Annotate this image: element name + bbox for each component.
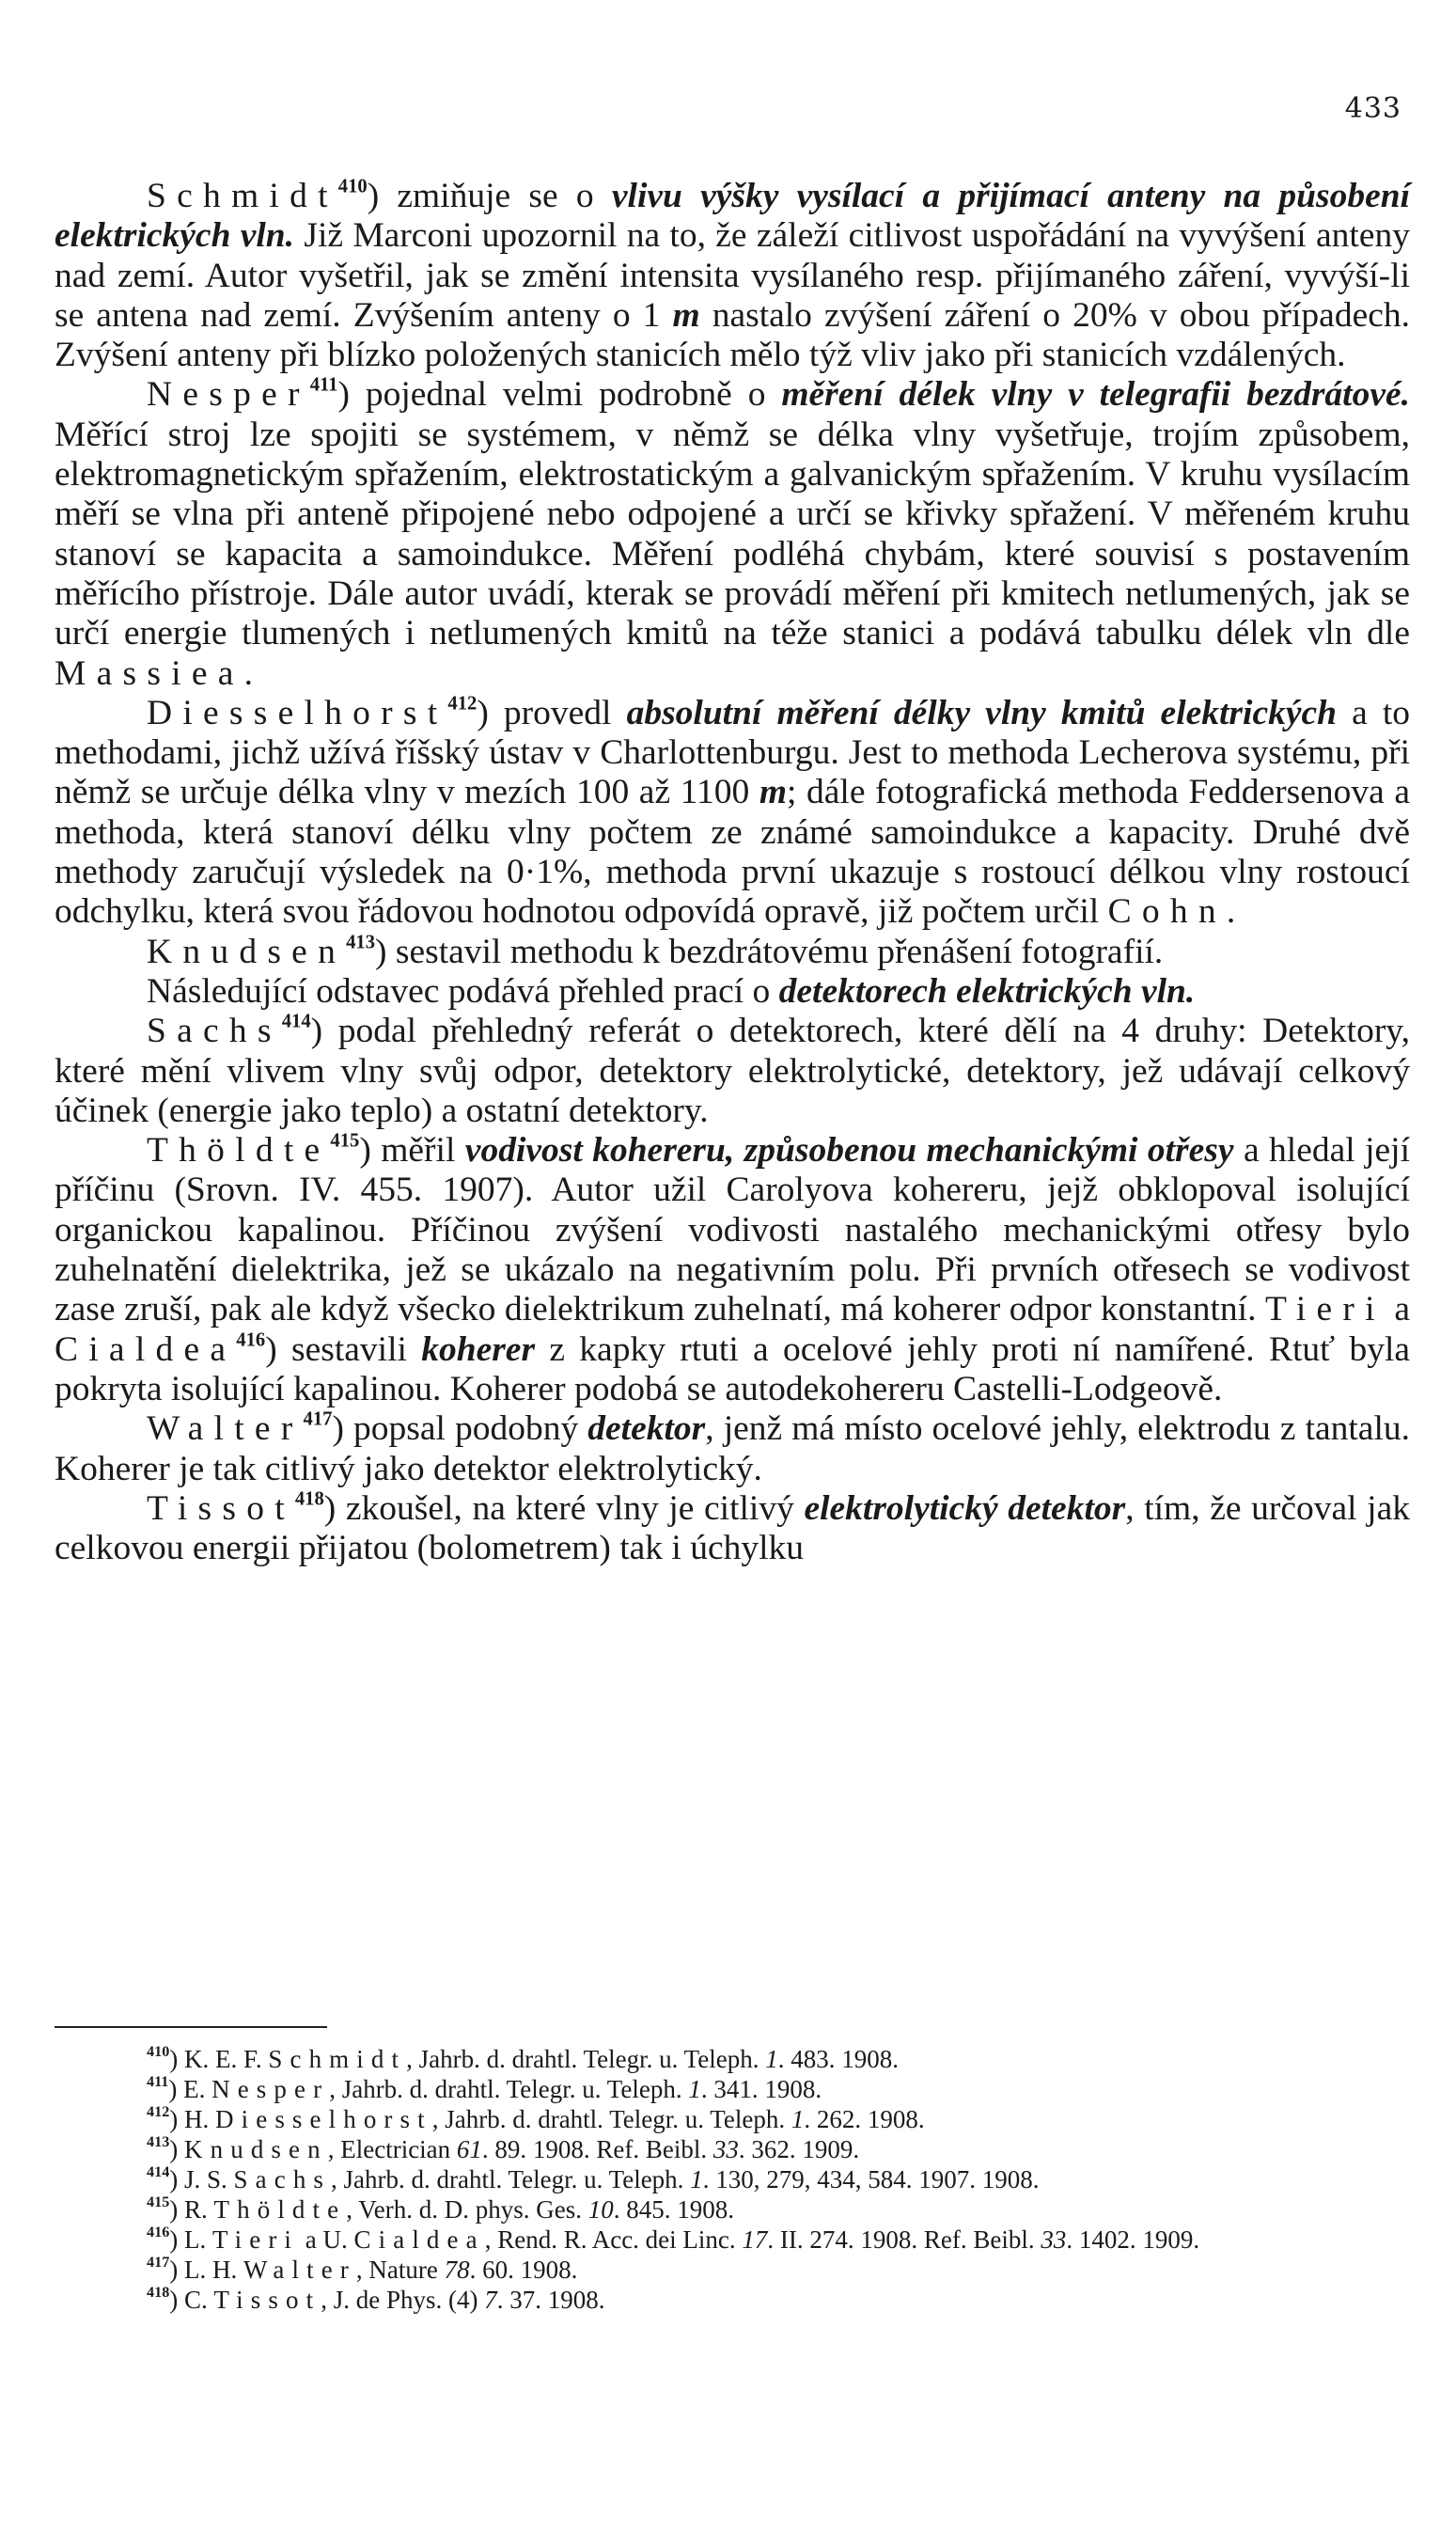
author-name: Tissot xyxy=(213,2286,321,2314)
text-run: , jenž má místo ocelové jehly, elektrodu z tantalu. Koherer je tak citlivý jako detektor elektrolytický. xyxy=(55,1409,1410,1488)
emphasis-text: 1 xyxy=(765,2045,778,2073)
footnote-ref: 410 xyxy=(147,2042,170,2060)
author-name: Tieri xyxy=(212,2225,300,2254)
emphasis-text: detektor xyxy=(587,1409,706,1449)
text-run: , Jahrb. d. drahtl. Telegr. u. Teleph. xyxy=(431,2105,791,2133)
text-run: a xyxy=(1385,1290,1410,1329)
emphasis-text: detektorech elektrických vln. xyxy=(778,971,1196,1011)
author-name: Cialdea xyxy=(353,2225,485,2254)
author-name: Sachs xyxy=(147,1012,282,1051)
text-run: a U. xyxy=(299,2225,354,2254)
footnote-ref: 418 xyxy=(147,2283,170,2301)
text-run: ) C. xyxy=(169,2286,214,2314)
author-name: Diesselhorst xyxy=(147,693,448,732)
text-run: z kapky rtuti a ocelové jehly proti ní namířené. Rtuť byla pokryta isolující kapalinou. Koherer podobá se autodekohereru Castelli-Lodgeově. xyxy=(55,1329,1411,1408)
text-run: , J. de Phys. (4) xyxy=(321,2286,485,2314)
text-run: . 845. 1908. xyxy=(613,2195,734,2224)
text-run: . 89. 1908. Ref. Beibl. xyxy=(481,2135,713,2163)
text-run: . 341. 1908. xyxy=(700,2075,822,2103)
author-name: Knudsen xyxy=(184,2135,328,2163)
footnotes xyxy=(55,2044,1410,2315)
footnote-411 xyxy=(55,2074,1410,2104)
footnote-ref: 416 xyxy=(236,1329,266,1351)
text-run: . 60. 1908. xyxy=(469,2256,578,2284)
paragraph-p9 xyxy=(55,1489,1410,1569)
footnote-413 xyxy=(55,2134,1410,2164)
emphasis-text: 61 xyxy=(456,2135,482,2163)
text-run: , tím, že určoval jak celkovou energii přijatou (bolometrem) tak i úchylku xyxy=(55,1488,1410,1568)
text-run: ) sestavil methodu k bezdrátovému přenášení fotografií. xyxy=(375,932,1164,971)
emphasis-text: elektrolytický detektor xyxy=(804,1488,1126,1528)
text-run: . 262. 1908. xyxy=(804,2105,925,2133)
text-run: ) pojednal velmi podrobně o xyxy=(337,375,782,415)
paragraph-p8 xyxy=(55,1409,1410,1489)
footnote-417 xyxy=(55,2255,1410,2285)
author-name: Cialdea xyxy=(55,1329,237,1369)
text-run: , Nature xyxy=(355,2256,445,2284)
text-run: . 362. 1909. xyxy=(738,2135,860,2163)
author-name: Diesselhorst xyxy=(215,2105,432,2133)
text-run: nastalo zvýšení záření o 20% v obou případech. Zvýšení anteny při blízko položených stanicích mělo týž vliv jako při stanicích vzdálených. xyxy=(55,295,1410,375)
emphasis-text: měření délek vlny v telegrafii bezdrátové. xyxy=(781,375,1410,415)
body-text xyxy=(55,177,1410,1568)
author-name: Sachs xyxy=(233,2165,332,2193)
text-run: ) sestavili xyxy=(265,1329,422,1369)
text-run: . xyxy=(1226,892,1236,932)
footnote-412 xyxy=(55,2104,1410,2134)
text-run: . xyxy=(243,653,254,693)
author-name: Massiea xyxy=(55,653,244,693)
footnote-415 xyxy=(55,2194,1410,2225)
text-run: ) J. S. xyxy=(169,2165,234,2193)
text-run: . 130, 279, 434, 584. 1907. 1908. xyxy=(702,2165,1040,2193)
text-run: . 37. 1908. xyxy=(496,2286,605,2314)
author-name: Walter xyxy=(243,2256,356,2284)
paragraph-p5 xyxy=(55,972,1410,1012)
footnote-418 xyxy=(55,2285,1410,2315)
text-run: ) zmiňuje se o xyxy=(367,177,612,215)
footnote-divider xyxy=(55,2026,327,2028)
author-name: Nesper xyxy=(147,375,310,415)
author-name: Schmidt xyxy=(147,177,338,215)
emphasis-text: koherer xyxy=(421,1329,536,1369)
footnote-ref: 415 xyxy=(330,1130,360,1152)
text-run: ) měřil xyxy=(359,1131,465,1171)
author-name: Thöldte xyxy=(147,1131,331,1171)
footnote-ref: 418 xyxy=(294,1488,324,1510)
text-run: ) popsal podobný xyxy=(332,1409,588,1449)
emphasis-text: vlivu výšky vysílací a přijímací anteny na působení elektrických vln. xyxy=(55,177,1410,256)
emphasis-text: 33 xyxy=(712,2135,739,2163)
emphasis-text: m xyxy=(672,295,700,335)
author-name: Walter xyxy=(147,1409,304,1449)
paragraph-p4 xyxy=(55,933,1410,972)
text-run: ) provedl xyxy=(477,693,627,732)
footnote-410 xyxy=(55,2044,1410,2074)
text-run: ) L. H. xyxy=(169,2256,244,2284)
page-number: 433 xyxy=(1344,92,1401,125)
emphasis-text: 10 xyxy=(587,2195,614,2224)
emphasis-text: 78 xyxy=(444,2256,470,2284)
text-run: ) xyxy=(169,2135,185,2163)
text-run: ) E. xyxy=(168,2075,212,2103)
emphasis-text: 1 xyxy=(690,2165,703,2193)
text-run: Již Marconi upozornil na to, že záleží citlivost uspořádání na vyvýšení anteny nad zemí. Autor vyšetřil, jak se změní intensita vysílaného resp. přijímaného záření, vyvýší-li se antena nad zemí. Zvýšením anteny o 1 xyxy=(55,216,1410,335)
paragraph-p1 xyxy=(55,177,1410,375)
footnote-ref: 417 xyxy=(147,2253,170,2271)
text-run: . 1402. 1909. xyxy=(1066,2225,1200,2254)
footnote-ref: 411 xyxy=(309,375,338,397)
emphasis-text: 1 xyxy=(791,2105,805,2133)
footnote-ref: 415 xyxy=(147,2193,170,2210)
footnote-ref: 411 xyxy=(147,2072,169,2090)
text-run: Měřící stroj lze spojiti se systémem, v němž se délka vlny vyšetřuje, trojím způsobem, elektromagnetickým spřažením, elektrostatickým a galvanickým spřažením. V kruhu vysílacím měří se vlna při anteně připojené nebo odpojené a určí se křivky spřažení. V měřeném kruhu stanoví se kapacita a samoindukce. Měření podléhá chybám, které souvisí s postavením měřícího přístroje. Dále autor uvádí, kterak se provádí měření při kmitech netlumených, jak se určí energie tlumených i netlumených kmitů na téže stanici a podává tabulku délek vln dle xyxy=(55,415,1410,653)
paragraph-p2 xyxy=(55,375,1410,693)
footnote-ref: 417 xyxy=(303,1408,333,1430)
emphasis-text: absolutní měření délky vlny kmitů elektrických xyxy=(626,693,1337,732)
footnote-416 xyxy=(55,2225,1410,2255)
text-run: , Jahrb. d. drahtl. Telegr. u. Teleph. xyxy=(331,2165,691,2193)
emphasis-text: m xyxy=(759,773,788,812)
author-name: Knudsen xyxy=(147,932,347,971)
text-run: ) podal přehledný referát o detektorech, které dělí na 4 druhy: Detektory, které mění vlivem vlny svůj odpor, detektory elektrolytické, detektory, jež udávají celkový účinek (energie jako teplo) a ostatní detektory. xyxy=(55,1012,1410,1130)
footnote-ref: 413 xyxy=(147,2132,170,2150)
emphasis-text: 7 xyxy=(484,2286,497,2314)
text-run: Následující odstavec podává přehled prací o xyxy=(147,971,779,1011)
emphasis-text: 33 xyxy=(1041,2225,1067,2254)
paragraph-p7 xyxy=(55,1131,1410,1409)
text-run: , Jahrb. d. drahtl. Telegr. u. Teleph. xyxy=(329,2075,689,2103)
text-run: ) K. E. F. xyxy=(169,2045,269,2073)
footnote-ref: 416 xyxy=(147,2223,170,2240)
footnote-ref: 413 xyxy=(346,932,375,953)
paragraph-p6 xyxy=(55,1012,1410,1131)
emphasis-text: 1 xyxy=(688,2075,701,2103)
text-run: , Electrician xyxy=(327,2135,457,2163)
text-run: , Jahrb. d. drahtl. Telegr. u. Teleph. xyxy=(406,2045,766,2073)
text-run: . II. 274. 1908. Ref. Beibl. xyxy=(767,2225,1041,2254)
author-name: Tissot xyxy=(147,1488,295,1528)
emphasis-text: vodivost kohereru, způsobenou mechanickými otřesy xyxy=(464,1131,1234,1171)
text-run: ) L. xyxy=(169,2225,213,2254)
author-name: Cohn xyxy=(1107,892,1227,932)
author-name: Nesper xyxy=(211,2075,330,2103)
paragraph-p3 xyxy=(55,694,1410,933)
emphasis-text: 17 xyxy=(742,2225,768,2254)
text-run: a hledal její příčinu (Srovn. IV. 455. 1907). Autor užil Carolyova kohereru, jejž obklopoval isolující organickou kapalinou. Příčinou zvýšení vodivosti nastalého mechanickými otřesy bylo zuhelnatění dielektrika, jež se ukázalo na negativním polu. Při prvních otřesech se vodivost zase zruší, pak ale když všecko dielektrikum zuhelnatí, má koherer odpor konstantní. xyxy=(55,1131,1410,1329)
text-run: ) zkoušel, na které vlny je citlivý xyxy=(323,1488,805,1528)
author-name: Thöldte xyxy=(213,2195,347,2224)
text-run: , Verh. d. D. phys. Ges. xyxy=(346,2195,588,2224)
text-run: , Rend. R. Acc. dei Linc. xyxy=(484,2225,743,2254)
footnote-ref: 414 xyxy=(147,2162,170,2180)
author-name: Tieri xyxy=(1265,1290,1386,1329)
footnote-ref: 414 xyxy=(281,1011,311,1032)
footnote-414 xyxy=(55,2164,1410,2194)
text-run: ) H. xyxy=(169,2105,216,2133)
footnote-ref: 412 xyxy=(447,693,478,715)
author-name: Schmidt xyxy=(268,2045,407,2073)
text-run: ; dále fotografická methoda Feddersenova a methoda, která stanoví délku vlny počtem ze známé samoindukce a kapacity. Druhé dvě methody zaručují výsledek na 0·1%, methoda první ukazuje s rostoucí délkou vlny rostoucí odchylku, která svou řádovou hodnotou odpovídá opravě, již počtem určil xyxy=(55,773,1410,932)
text-run: a to methodami, jichž užívá říšský ústav v Charlottenburgu. Jest to methoda Lecherova systému, při němž se určuje délka vlny v mezích 100 až 1100 xyxy=(55,693,1410,812)
text-run: . 483. 1908. xyxy=(777,2045,899,2073)
footnote-ref: 412 xyxy=(147,2102,170,2120)
footnote-ref: 410 xyxy=(337,176,368,197)
text-run: ) R. xyxy=(169,2195,214,2224)
